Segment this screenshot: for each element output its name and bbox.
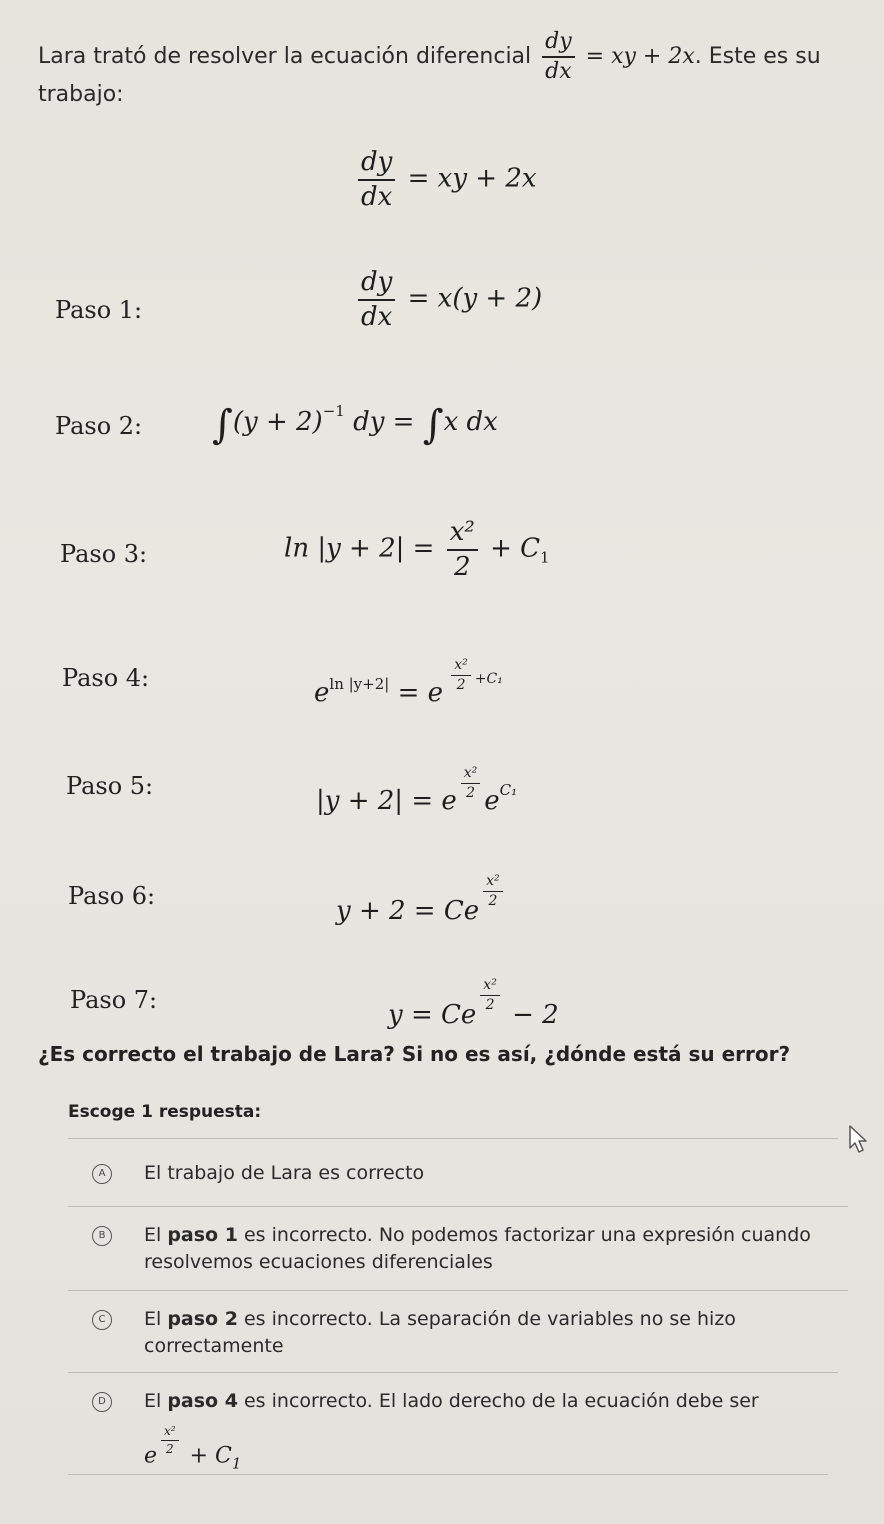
step-3-den: 2 — [453, 551, 471, 582]
step-5-exp-den: 2 — [466, 785, 475, 802]
step-3-num: x² — [447, 518, 478, 551]
intro-derivative-den: dx — [545, 59, 572, 85]
option-d-math-exponent — [157, 1425, 183, 1456]
problem-statement — [38, 30, 884, 84]
divider-c — [68, 1372, 838, 1373]
step-7-exp-num: x² — [480, 978, 500, 996]
option-c-pre: El — [144, 1308, 168, 1330]
step-4-exp-tail: +C₁ — [474, 670, 503, 687]
step-6-lhs: y + 2 = Ce — [336, 895, 480, 926]
option-a[interactable] — [92, 1160, 812, 1187]
step-7-exponent — [476, 978, 504, 1014]
step-2-lhs: (y + 2) — [232, 407, 323, 437]
option-b-radio[interactable]: B — [92, 1226, 112, 1246]
option-b-pre: El — [144, 1224, 168, 1246]
integral-sign-right: ∫ — [422, 402, 444, 448]
step-4-exp-fraction — [451, 658, 471, 694]
option-d-radio[interactable]: D — [92, 1392, 112, 1412]
option-b-label — [144, 1222, 812, 1276]
step-3-label: Paso 3: — [60, 540, 148, 568]
option-d-pre: El — [144, 1390, 168, 1412]
step-4-equation — [314, 658, 503, 708]
option-d-exp-fraction — [161, 1425, 179, 1456]
step-1-label: Paso 1: — [55, 296, 143, 324]
option-d-math-sub: 1 — [231, 1454, 242, 1473]
intro-text-after: . Este es su — [694, 44, 821, 70]
mouse-cursor-icon — [840, 1122, 876, 1158]
step-5-tail-exponent: C₁ — [499, 780, 518, 799]
intro-line2: trabajo: — [38, 82, 124, 107]
step-4-exp-den: 2 — [456, 677, 466, 694]
step-4-exp-num: x² — [451, 658, 471, 676]
step-1-rhs: = x(y + 2) — [407, 283, 543, 314]
divider-d — [68, 1474, 828, 1475]
eq0-rhs: = xy + 2x — [407, 163, 537, 194]
intro-equation-rhs: = xy + 2x — [585, 44, 695, 70]
option-c-label — [144, 1306, 812, 1360]
step-6-exp-den: 2 — [488, 893, 498, 910]
option-d-label — [144, 1388, 812, 1415]
option-c-bold: paso 2 — [167, 1308, 238, 1330]
step-5-equation — [316, 766, 517, 816]
step-3-rhs: + C — [490, 533, 541, 564]
option-d-math — [144, 1425, 812, 1478]
original-equation — [354, 148, 537, 211]
option-d-math-tail: + C — [189, 1443, 232, 1469]
step-7-exp-fraction — [480, 978, 500, 1014]
step-2-label: Paso 2: — [55, 412, 143, 440]
option-d-math-base: e — [144, 1443, 158, 1469]
step-3-rhs-sub: 1 — [540, 548, 550, 567]
option-d[interactable] — [92, 1388, 812, 1478]
question-text: ¿Es correcto el trabajo de Lara? Si no es así, ¿dónde está su error? — [38, 1042, 791, 1066]
step-5-exp-num: x² — [461, 766, 481, 784]
step-4-lhs-exponent: ln |y+2| — [329, 674, 390, 693]
step-4-rhs-exponent — [447, 658, 503, 694]
step-2-exponent: −1 — [322, 402, 345, 420]
step-7-exp-den: 2 — [485, 997, 495, 1014]
step-4-label: Paso 4: — [62, 664, 150, 692]
choose-label: Escoge 1 respuesta: — [68, 1102, 262, 1122]
option-b[interactable] — [92, 1222, 812, 1276]
step-5-exponent — [457, 766, 485, 802]
option-d-exp-num: x² — [161, 1425, 179, 1441]
step-3-equation — [284, 518, 550, 581]
step-7-lhs: y = Ce — [388, 999, 477, 1030]
intro-text-before: Lara trató de resolver la ecuación diferencial — [38, 44, 532, 70]
step-2-rhs: x dx — [443, 407, 498, 437]
divider-b — [68, 1290, 848, 1291]
step-6-equation — [336, 874, 507, 926]
step-1-num: dy — [358, 268, 395, 301]
step-6-exponent — [479, 874, 507, 910]
option-a-radio[interactable]: A — [92, 1164, 112, 1184]
intro-derivative-num: dy — [542, 30, 575, 58]
step-1-equation — [354, 268, 542, 331]
step-6-exp-num: x² — [483, 874, 503, 892]
step-6-label: Paso 6: — [68, 882, 156, 910]
step-7-equation — [388, 978, 559, 1030]
eq0-den: dx — [361, 181, 393, 212]
step-7-label: Paso 7: — [70, 986, 158, 1014]
option-c-text: es incorrecto. La separación de variables no se hizo correctamente — [144, 1308, 736, 1357]
step-5-exp-fraction — [461, 766, 481, 802]
option-b-bold: paso 1 — [167, 1224, 238, 1246]
option-d-exp-den: 2 — [166, 1442, 174, 1457]
option-c-radio[interactable]: C — [92, 1310, 112, 1330]
eq0-num: dy — [358, 148, 395, 181]
eq0-derivative — [358, 148, 395, 211]
intro-equation — [538, 29, 695, 85]
step-2-lhs-tail: dy = — [344, 407, 415, 437]
step-3-fraction — [447, 518, 478, 581]
step-6-exp-fraction — [483, 874, 503, 910]
step-4-mid: = e — [389, 677, 444, 708]
step-5-lhs: |y + 2| = e — [316, 785, 457, 816]
divider-top — [68, 1138, 838, 1139]
step-1-den: dx — [361, 301, 393, 332]
step-5-label: Paso 5: — [66, 772, 154, 800]
step-2-equation — [212, 402, 498, 448]
step-5-tail: e — [484, 785, 500, 816]
step-1-derivative — [358, 268, 395, 331]
option-b-text: es incorrecto. No podemos factorizar una expresión cuando resolvemos ecuaciones diferenciales — [144, 1224, 811, 1273]
option-d-bold: paso 4 — [167, 1390, 238, 1412]
option-c[interactable] — [92, 1306, 812, 1360]
integral-sign-left: ∫ — [212, 402, 233, 448]
option-a-label: El trabajo de Lara es correcto — [144, 1162, 425, 1184]
step-7-tail: − 2 — [503, 999, 559, 1030]
option-d-text: es incorrecto. El lado derecho de la ecuación debe ser — [237, 1390, 759, 1412]
step-4-base: e — [314, 677, 330, 708]
step-3-lhs: ln |y + 2| = — [284, 533, 435, 564]
intro-derivative — [542, 30, 575, 84]
divider-a — [68, 1206, 848, 1207]
